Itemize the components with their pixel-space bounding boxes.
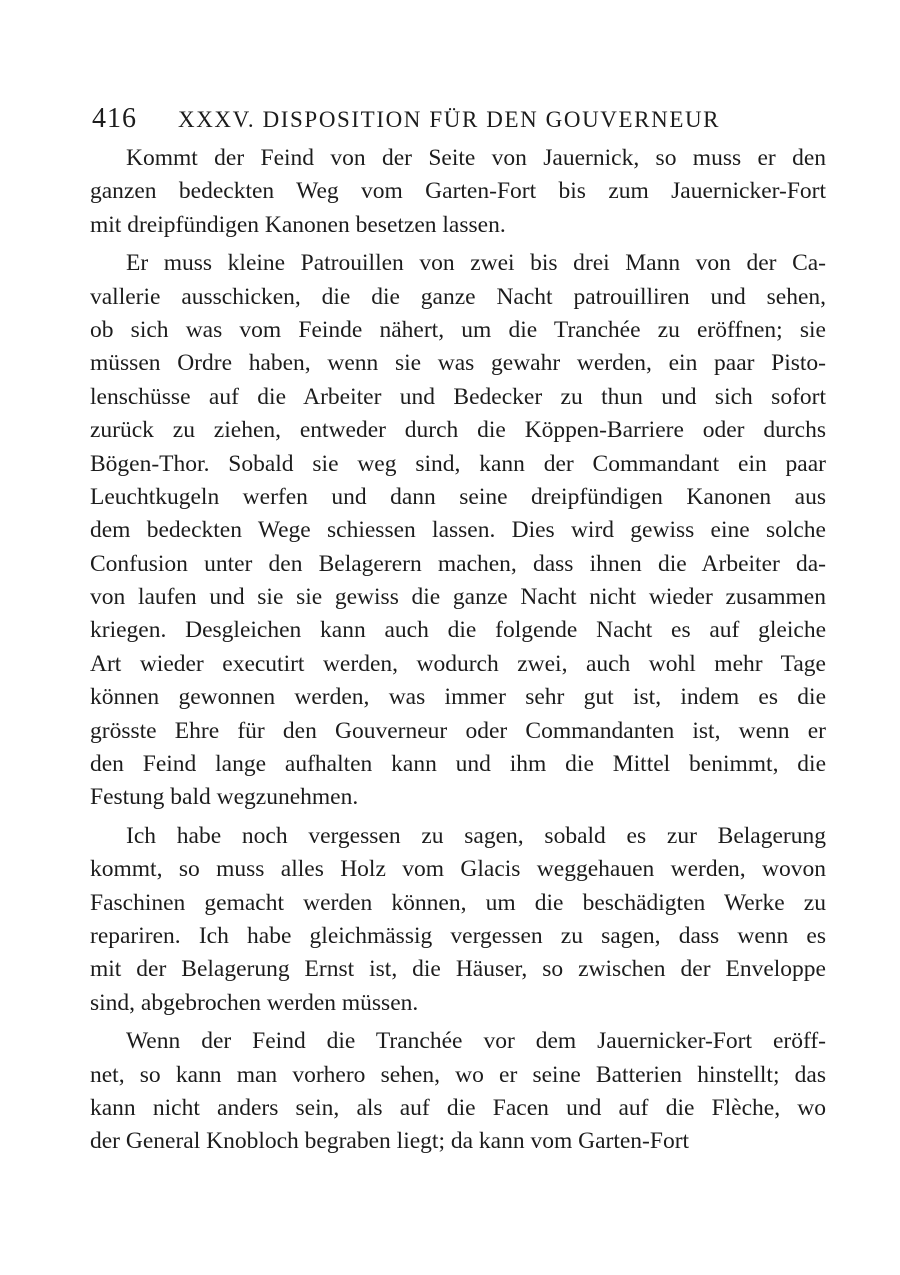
text-line: Wenn der Feind die Tranchée vor dem Jauernicker-Fort eröff- bbox=[126, 1028, 826, 1055]
text-line: Bögen-Thor. Sobald sie weg sind, kann der Commandant ein paar bbox=[90, 450, 826, 477]
text-line: mit dreipfündigen Kanonen besetzen lassen. bbox=[90, 211, 506, 238]
text-line: müssen Ordre haben, wenn sie was gewahr werden, ein paar Pisto- bbox=[90, 350, 826, 377]
text-line: vallerie ausschicken, die die ganze Nacht patrouilliren und sehen, bbox=[90, 283, 826, 310]
text-line: Leuchtkugeln werfen und dann seine dreipfündigen Kanonen aus bbox=[90, 483, 826, 510]
text-line: ganzen bedeckten Weg vom Garten-Fort bis zum Jauernicker-Fort bbox=[90, 178, 826, 205]
text-line: Faschinen gemacht werden können, um die beschädigten Werke zu bbox=[90, 889, 826, 916]
chapter-title: XXXV. DISPOSITION FÜR DEN GOUVERNEUR bbox=[178, 107, 721, 132]
text-line: mit der Belagerung Ernst ist, die Häuser, so zwischen der Enveloppe bbox=[90, 956, 826, 983]
paragraph bbox=[90, 247, 826, 815]
paragraph bbox=[90, 142, 826, 242]
text-line: können gewonnen werden, was immer sehr gut ist, indem es die bbox=[90, 684, 826, 711]
paragraph bbox=[90, 1025, 826, 1159]
text-line: repariren. Ich habe gleichmässig vergessen zu sagen, dass wenn es bbox=[90, 922, 826, 949]
text-line: dem bedeckten Wege schiessen lassen. Dies wird gewiss eine solche bbox=[90, 517, 826, 544]
text-line: der General Knobloch begraben liegt; da kann vom Garten-Fort bbox=[90, 1128, 690, 1155]
text-line: zurück zu ziehen, entweder durch die Köppen-Barriere oder durchs bbox=[90, 417, 826, 444]
text-line: net, so kann man vorhero sehen, wo er seine Batterien hinstellt; das bbox=[90, 1061, 826, 1088]
text-line: Confusion unter den Belagerern machen, dass ihnen die Arbeiter da- bbox=[90, 550, 826, 577]
page-number: 416 bbox=[92, 103, 137, 134]
body-text bbox=[90, 142, 826, 1164]
text-line: Art wieder executirt werden, wodurch zwei, auch wohl mehr Tage bbox=[90, 650, 826, 677]
text-line: den Feind lange aufhalten kann und ihm die Mittel benimmt, die bbox=[90, 751, 826, 778]
text-line: Kommt der Feind von der Seite von Jauernick, so muss er den bbox=[126, 145, 826, 171]
paragraph bbox=[90, 820, 826, 1020]
text-line: Ich habe noch vergessen zu sagen, sobald es zur Belagerung bbox=[126, 822, 826, 849]
text-line: sind, abgebrochen werden müssen. bbox=[90, 989, 419, 1016]
text-line: Festung bald wegzunehmen. bbox=[90, 784, 359, 811]
text-line: lenschüsse auf die Arbeiter und Bedecker zu thun und sich sofort bbox=[90, 383, 826, 410]
text-line: kommt, so muss alles Holz vom Glacis weggehauen werden, wovon bbox=[90, 856, 826, 883]
text-line: kann nicht anders sein, als auf die Facen und auf die Flèche, wo bbox=[90, 1094, 826, 1121]
running-head bbox=[92, 103, 832, 139]
text-line: von laufen und sie sie gewiss die ganze Nacht nicht wieder zusammen bbox=[90, 584, 826, 611]
text-line: Er muss kleine Patrouillen von zwei bis drei Mann von der Ca- bbox=[126, 250, 826, 277]
text-line: kriegen. Desgleichen kann auch die folgende Nacht es auf gleiche bbox=[90, 617, 826, 644]
text-line: grösste Ehre für den Gouverneur oder Commandanten ist, wenn er bbox=[90, 717, 826, 744]
text-line: ob sich was vom Feinde nähert, um die Tranchée zu eröffnen; sie bbox=[90, 316, 826, 343]
